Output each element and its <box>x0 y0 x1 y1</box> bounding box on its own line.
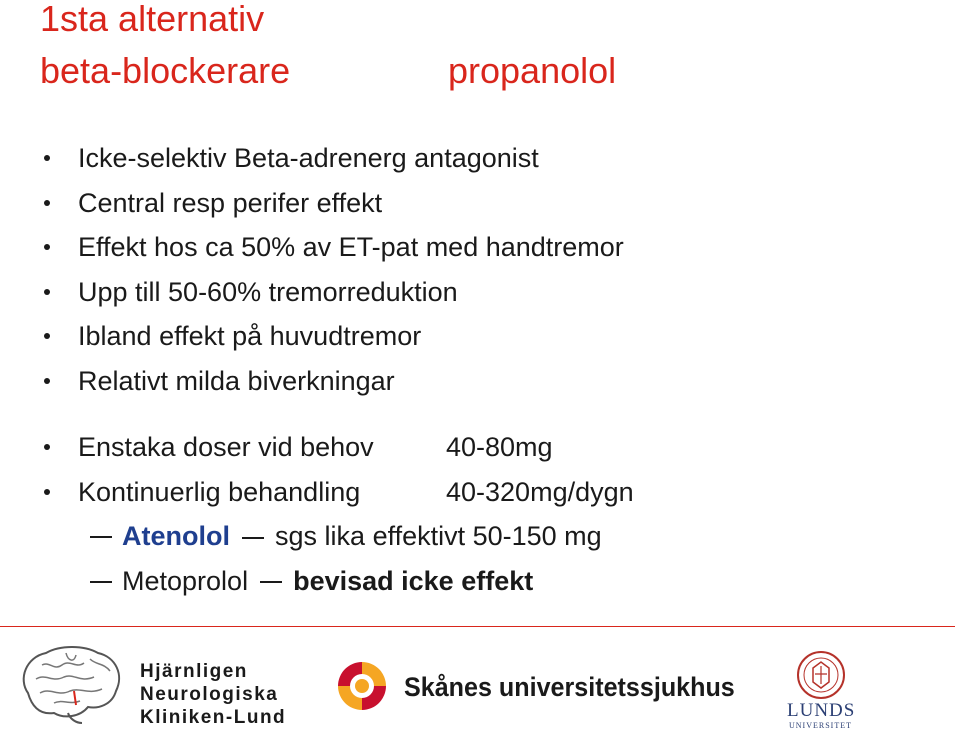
bullet-dot-icon <box>44 155 50 161</box>
bullet-dot-icon <box>44 489 50 495</box>
hospital-name: Skånes universitetssjukhus <box>404 672 735 702</box>
inline-dash <box>242 537 264 539</box>
clinic-name <box>140 660 286 729</box>
inline-dash <box>260 581 282 583</box>
clinic-line: Kliniken-Lund <box>140 707 287 728</box>
bullet-dot-icon <box>44 378 50 384</box>
dosing-value: 40-320mg/dygn <box>446 476 634 507</box>
bullet-dot-icon <box>44 200 50 206</box>
brain-logo-icon <box>14 643 126 727</box>
bullet-dot-icon <box>44 444 50 450</box>
slide-title-line2: beta-blockerare <box>40 50 291 91</box>
bullet-dot-icon <box>44 244 50 250</box>
bullet-text: Icke-selektiv Beta-adrenerg antagonist <box>78 143 539 173</box>
dosing-item <box>40 472 634 517</box>
bullet-list <box>40 138 634 605</box>
sub-item-metoprolol <box>40 561 624 606</box>
dash-icon <box>90 536 112 538</box>
bullet-text: Ibland effekt på huvudtremor <box>78 321 422 351</box>
university-name: LUNDS <box>787 700 856 721</box>
dosing-value: 40-80mg <box>446 432 553 462</box>
bullet-text: Effekt hos ca 50% av ET-pat med handtremor <box>78 232 624 262</box>
dosing-label: Enstaka doser vid behov <box>78 432 374 462</box>
footer-divider <box>0 626 955 627</box>
bullet-item <box>40 272 624 317</box>
drug-name-metoprolol: Metoprolol <box>122 565 249 596</box>
bullet-text: Central resp perifer effekt <box>78 187 383 218</box>
sub-item-text: bevisad icke effekt <box>293 565 534 596</box>
bullet-item <box>40 316 624 361</box>
sub-item-atenolol <box>40 516 624 561</box>
clinic-line: Neurologiska <box>140 684 279 705</box>
sus-logo-icon <box>334 658 390 714</box>
bullet-dot-icon <box>44 289 50 295</box>
bullet-text: Relativt milda biverkningar <box>78 365 395 396</box>
bullet-item <box>40 361 624 406</box>
bullet-item <box>40 227 624 272</box>
clinic-line: Hjärnligen <box>140 661 248 682</box>
sub-item-text: sgs lika effektivt 50-150 mg <box>275 521 602 551</box>
bullet-dot-icon <box>44 333 50 339</box>
bullet-item <box>40 183 624 228</box>
bullet-text: Upp till 50-60% tremorreduktion <box>78 276 458 307</box>
spacer <box>40 405 624 427</box>
university-subtitle: UNIVERSITET <box>789 721 852 730</box>
dosing-item <box>40 427 624 472</box>
slide-title-drug: propanolol <box>448 50 617 91</box>
drug-name-atenolol: Atenolol <box>122 521 230 551</box>
lund-seal-icon <box>796 650 846 700</box>
slide-title-line1: 1sta alternativ <box>40 0 265 39</box>
bullet-item <box>40 138 624 183</box>
dash-icon <box>90 581 112 583</box>
dosing-label: Kontinuerlig behandling <box>78 476 361 507</box>
